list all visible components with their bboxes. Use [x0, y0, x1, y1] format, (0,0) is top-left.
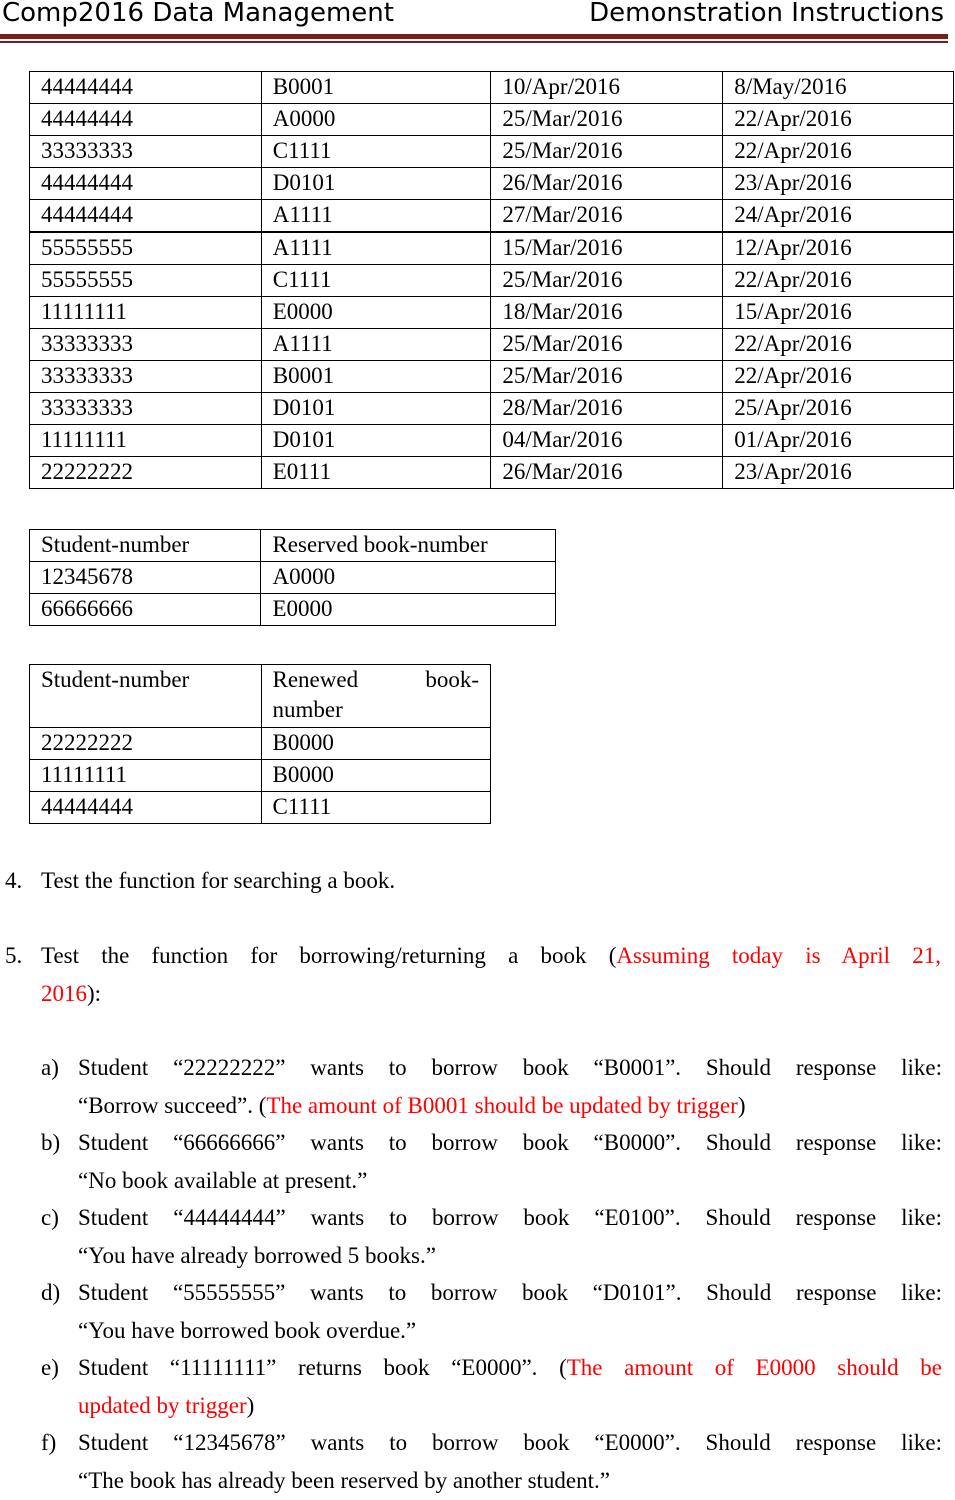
sub-item-line: “You have already borrowed 5 books.” — [78, 1243, 436, 1268]
table-cell: D0101 — [261, 168, 491, 200]
document-title: Demonstration Instructions — [589, 0, 944, 28]
sub-item-d — [0, 1274, 955, 1350]
sub-item-b — [0, 1124, 955, 1200]
table-cell: A1111 — [261, 232, 491, 265]
table-cell: 44444444 — [30, 792, 262, 824]
table-row — [30, 297, 954, 329]
table-row — [30, 136, 954, 168]
sub-item-text: ) — [737, 1093, 746, 1118]
table-cell: 25/Mar/2016 — [491, 329, 723, 361]
table-cell: A1111 — [261, 329, 491, 361]
table-cell: 25/Mar/2016 — [491, 104, 723, 136]
sub-item-text: ) — [246, 1393, 255, 1418]
table-row — [30, 329, 954, 361]
table-cell: 44444444 — [30, 72, 262, 104]
highlight-text: 2016 — [41, 981, 87, 1006]
table-cell: 18/Mar/2016 — [491, 297, 723, 329]
table-cell: 22222222 — [30, 457, 262, 489]
table-cell: 25/Apr/2016 — [723, 393, 954, 425]
loans-table — [29, 71, 954, 489]
sub-item-line: Student “44444444” wants to borrow book “E0100”. Should response like: — [78, 1205, 942, 1230]
highlight-text: updated by trigger — [78, 1393, 247, 1418]
sub-item-e — [0, 1349, 955, 1425]
highlight-text: The amount of B0001 should be updated by trigger — [266, 1093, 738, 1118]
table-row — [30, 594, 556, 626]
sub-item-line: Student “55555555” wants to borrow book “D0101”. Should response like: — [78, 1280, 942, 1305]
sub-item-label: f) — [41, 1430, 57, 1455]
sub-item-text: “Borrow succeed”. ( — [78, 1093, 267, 1118]
table-cell: 22/Apr/2016 — [723, 329, 954, 361]
sub-item-line: “The book has already been reserved by another student.” — [78, 1468, 610, 1493]
table-row — [30, 760, 491, 792]
table-cell: C1111 — [261, 265, 491, 297]
header-line: Renewed book- — [272, 667, 479, 692]
table-cell: B0000 — [261, 728, 491, 760]
sub-item-label: b) — [41, 1130, 61, 1155]
table-header-row — [30, 665, 491, 728]
table-cell: 15/Mar/2016 — [491, 232, 723, 265]
table-cell: A1111 — [261, 200, 491, 233]
table-row — [30, 728, 491, 760]
item-text-part: Test the function for borrowing/returning a book ( — [41, 943, 617, 968]
table-cell: C1111 — [261, 792, 491, 824]
table-cell: 04/Mar/2016 — [491, 425, 723, 457]
table-cell: 27/Mar/2016 — [491, 200, 723, 233]
table-cell: 22222222 — [30, 728, 262, 760]
table-row — [30, 361, 954, 393]
table-cell: 8/May/2016 — [723, 72, 954, 104]
table-cell: 66666666 — [30, 594, 261, 626]
header-cell-renewed — [261, 665, 491, 728]
table-cell: 44444444 — [30, 200, 262, 233]
table-cell: 22/Apr/2016 — [723, 361, 954, 393]
sub-item-label: e) — [41, 1355, 59, 1380]
header-line: number — [272, 697, 343, 722]
table-cell: 15/Apr/2016 — [723, 297, 954, 329]
sub-item-a — [0, 1049, 955, 1125]
page-header — [0, 0, 948, 34]
table-row — [30, 232, 954, 265]
table-row — [30, 265, 954, 297]
table-cell: 22/Apr/2016 — [723, 136, 954, 168]
course-title: Comp2016 Data Management — [2, 0, 394, 28]
item-text — [41, 937, 941, 1013]
table-cell: 33333333 — [30, 361, 262, 393]
sub-item-line: “No book available at present.” — [78, 1168, 368, 1193]
table-row — [30, 104, 954, 136]
table-cell: E0000 — [261, 297, 491, 329]
table-cell: 24/Apr/2016 — [723, 200, 954, 233]
table-cell: D0101 — [261, 425, 491, 457]
table-cell: 10/Apr/2016 — [491, 72, 723, 104]
highlight-text: The amount of E0000 should be — [566, 1355, 942, 1380]
table-cell: 26/Mar/2016 — [491, 168, 723, 200]
table-cell: 55555555 — [30, 265, 262, 297]
table-cell: 11111111 — [30, 297, 262, 329]
table-cell: A0000 — [261, 104, 491, 136]
table-row — [30, 393, 954, 425]
sub-item-label: a) — [41, 1055, 59, 1080]
highlight-text: Assuming today is April 21, — [616, 943, 941, 968]
table-cell: 12345678 — [30, 562, 261, 594]
sub-item-line: Student “22222222” wants to borrow book “B0001”. Should response like: — [78, 1055, 942, 1080]
header-cell: Reserved book-number — [261, 530, 556, 562]
table-cell: 01/Apr/2016 — [723, 425, 954, 457]
table-row — [30, 425, 954, 457]
sub-item-line: Student “12345678” wants to borrow book “E0000”. Should response like: — [78, 1430, 942, 1455]
sub-item-line: Student “66666666” wants to borrow book “B0000”. Should response like: — [78, 1130, 942, 1155]
table-header-row — [30, 530, 556, 562]
list-item-5 — [0, 937, 955, 1013]
item-number: 4. — [5, 868, 23, 893]
table-row — [30, 562, 556, 594]
table-cell: 25/Mar/2016 — [491, 361, 723, 393]
table-cell: B0001 — [261, 361, 491, 393]
sub-item-line: “You have borrowed book overdue.” — [78, 1318, 417, 1343]
table-cell: 23/Apr/2016 — [723, 457, 954, 489]
table-cell: 23/Apr/2016 — [723, 168, 954, 200]
table-cell: 25/Mar/2016 — [491, 136, 723, 168]
table-cell: E0000 — [261, 594, 556, 626]
table-cell: 25/Mar/2016 — [491, 265, 723, 297]
reserved-table — [29, 529, 556, 626]
renewed-table — [29, 664, 491, 824]
table-cell: 26/Mar/2016 — [491, 457, 723, 489]
sub-item-label: d) — [41, 1280, 61, 1305]
table-cell: 12/Apr/2016 — [723, 232, 954, 265]
header-cell: Student-number — [30, 665, 262, 728]
sub-item-label: c) — [41, 1205, 59, 1230]
table-row — [30, 72, 954, 104]
table-cell: B0000 — [261, 760, 491, 792]
table-cell: E0111 — [261, 457, 491, 489]
item-text-part: ): — [87, 981, 102, 1006]
table-cell: 11111111 — [30, 760, 262, 792]
table-cell: 22/Apr/2016 — [723, 265, 954, 297]
table-cell: 44444444 — [30, 104, 262, 136]
table-cell: 22/Apr/2016 — [723, 104, 954, 136]
table-cell: 44444444 — [30, 168, 262, 200]
item-text: Test the function for searching a book. — [41, 868, 396, 893]
table-row — [30, 168, 954, 200]
sub-item-c — [0, 1199, 955, 1275]
sub-item-text: Student “11111111” returns book “E0000”. ( — [78, 1355, 567, 1380]
list-item-4 — [0, 862, 955, 900]
table-cell: 33333333 — [30, 329, 262, 361]
table-cell: C1111 — [261, 136, 491, 168]
table-cell: A0000 — [261, 562, 556, 594]
table-cell: 28/Mar/2016 — [491, 393, 723, 425]
table-cell: D0101 — [261, 393, 491, 425]
table-cell: 55555555 — [30, 232, 262, 265]
table-cell: 33333333 — [30, 393, 262, 425]
table-row — [30, 457, 954, 489]
table-cell: 11111111 — [30, 425, 262, 457]
header-rule-thick — [0, 34, 948, 39]
header-cell: Student-number — [30, 530, 261, 562]
header-rule-thin — [0, 41, 948, 43]
item-number: 5. — [5, 943, 23, 968]
table-row — [30, 792, 491, 824]
sub-item-f — [0, 1424, 955, 1495]
table-cell: B0001 — [261, 72, 491, 104]
table-cell: 33333333 — [30, 136, 262, 168]
table-row — [30, 200, 954, 233]
